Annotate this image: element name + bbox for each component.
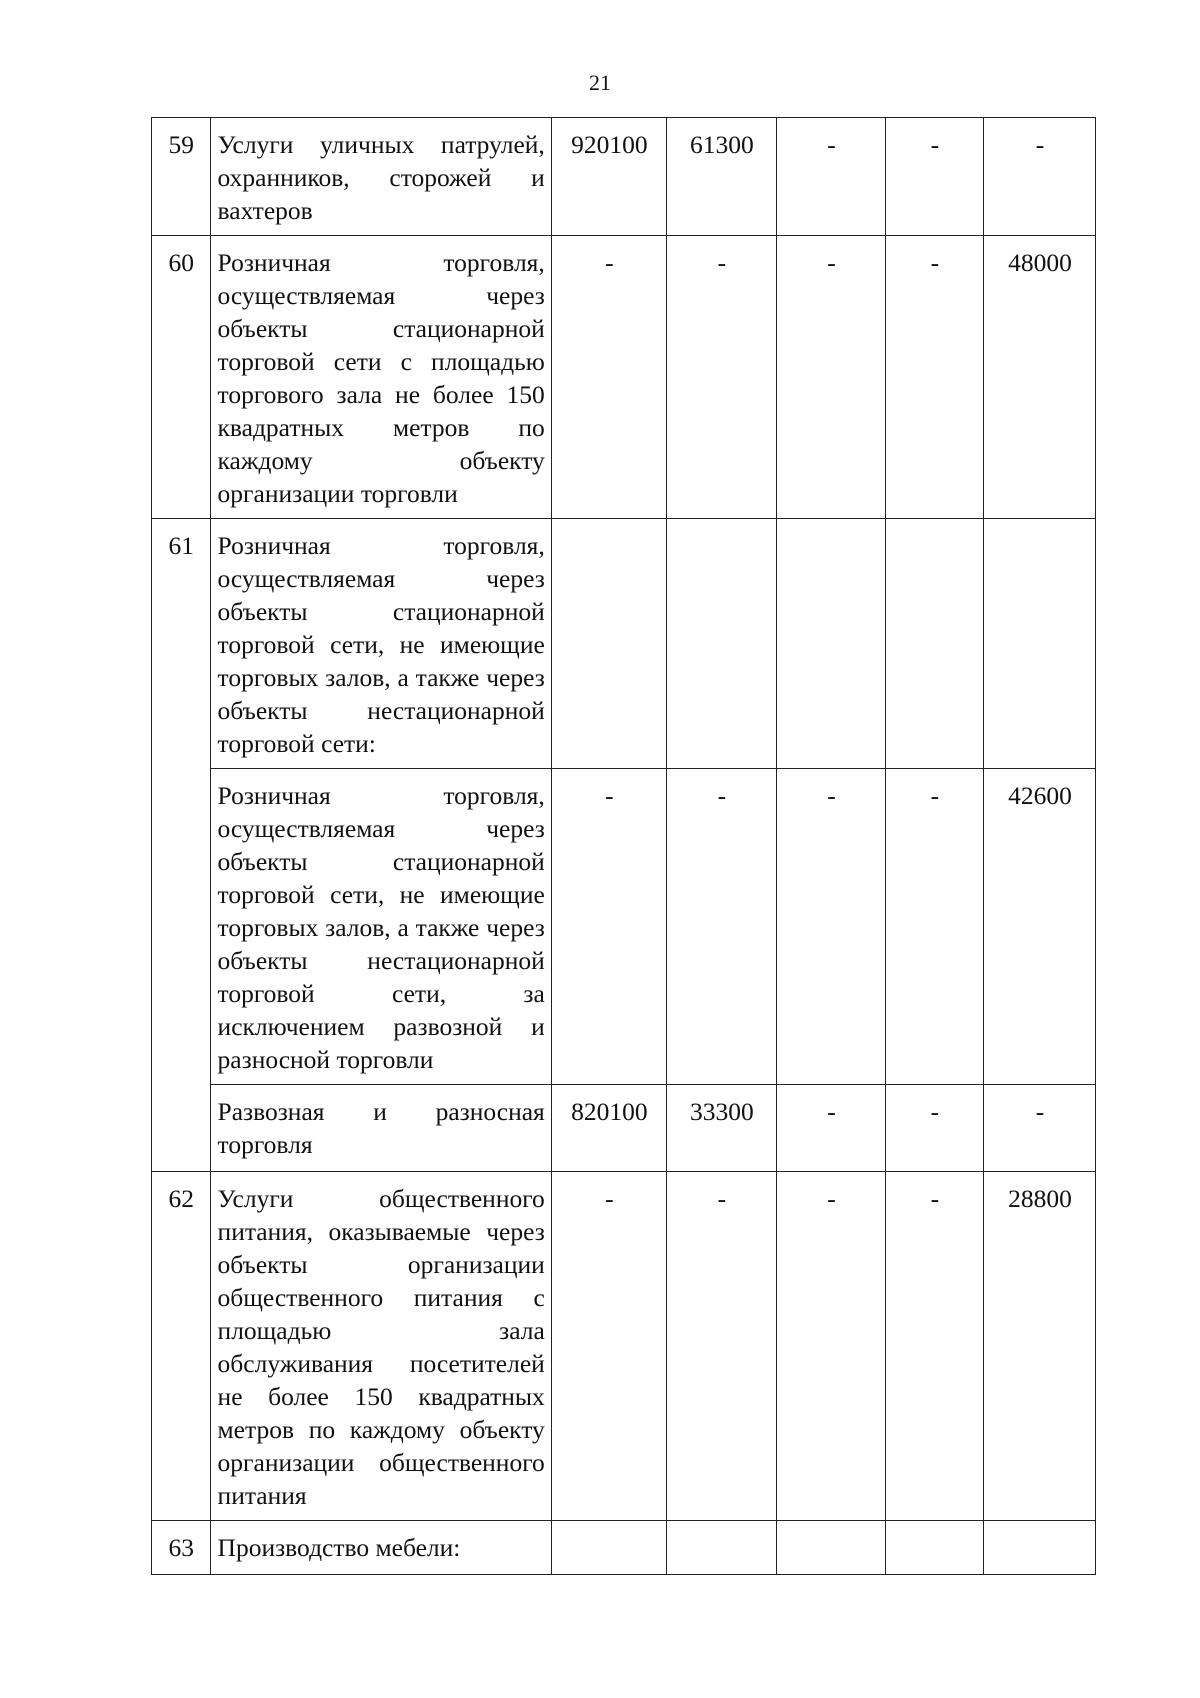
table-row — [152, 118, 1096, 236]
value-cell: - — [551, 1172, 666, 1521]
value-cell: - — [983, 118, 1095, 236]
value-cell: - — [776, 1172, 885, 1521]
table-row — [152, 519, 1096, 769]
value-cell: - — [885, 1172, 983, 1521]
value-cell: - — [776, 769, 885, 1085]
table-row — [152, 1521, 1096, 1575]
value-cell — [983, 519, 1095, 769]
value-cell — [551, 519, 666, 769]
value-cell: - — [885, 769, 983, 1085]
value-cell: - — [666, 769, 776, 1085]
value-cell: 61300 — [666, 118, 776, 236]
value-cell — [983, 1521, 1095, 1575]
value-cell — [776, 1521, 885, 1575]
row-description: Розничная торговля, осуществляемая через объекты стационарной торговой сети, не имеющие торговых залов, а также через объекты нестационарной торговой сети, за исключением развозной и разносной торговли — [210, 769, 551, 1085]
row-number: 59 — [152, 118, 211, 236]
value-cell: 920100 — [551, 118, 666, 236]
value-cell: - — [776, 1085, 885, 1172]
value-cell: 820100 — [551, 1085, 666, 1172]
value-cell: - — [885, 118, 983, 236]
row-number: 61 — [152, 519, 211, 1172]
value-cell: - — [666, 1172, 776, 1521]
value-cell: - — [551, 236, 666, 519]
tariff-table — [151, 117, 1096, 1575]
row-description: Розничная торговля, осуществляемая через объекты стационарной торговой сети с площадью торгового зала не более 150 квадратных метров по каждому объекту организации торговли — [210, 236, 551, 519]
value-cell — [666, 1521, 776, 1575]
value-cell: 33300 — [666, 1085, 776, 1172]
row-description: Розничная торговля, осуществляемая через объекты стационарной торговой сети, не имеющие торговых залов, а также через объекты нестационарной торговой сети: — [210, 519, 551, 769]
table-row — [152, 236, 1096, 519]
value-cell — [885, 519, 983, 769]
row-number: 60 — [152, 236, 211, 519]
value-cell: - — [983, 1085, 1095, 1172]
row-number: 62 — [152, 1172, 211, 1521]
value-cell: - — [885, 1085, 983, 1172]
value-cell — [885, 1521, 983, 1575]
value-cell — [666, 519, 776, 769]
table-row — [152, 769, 1096, 1085]
value-cell — [551, 1521, 666, 1575]
row-description: Услуги общественного питания, оказываемые через объекты организации общественного питания с площадью зала обслуживания посетителей не более 150 квадратных метров по каждому объекту организации общественного питания — [210, 1172, 551, 1521]
table-row — [152, 1172, 1096, 1521]
value-cell: - — [551, 769, 666, 1085]
row-description: Производство мебели: — [210, 1521, 551, 1575]
page-number: 21 — [589, 70, 611, 95]
value-cell: 48000 — [983, 236, 1095, 519]
value-cell: - — [666, 236, 776, 519]
value-cell: - — [776, 118, 885, 236]
value-cell: - — [776, 236, 885, 519]
row-description: Услуги уличных патрулей, охранников, сторожей и вахтеров — [210, 118, 551, 236]
value-cell: 42600 — [983, 769, 1095, 1085]
table-row — [152, 1085, 1096, 1172]
value-cell — [776, 519, 885, 769]
row-number: 63 — [152, 1521, 211, 1575]
row-description: Развозная и разносная торговля — [210, 1085, 551, 1172]
value-cell: 28800 — [983, 1172, 1095, 1521]
value-cell: - — [885, 236, 983, 519]
